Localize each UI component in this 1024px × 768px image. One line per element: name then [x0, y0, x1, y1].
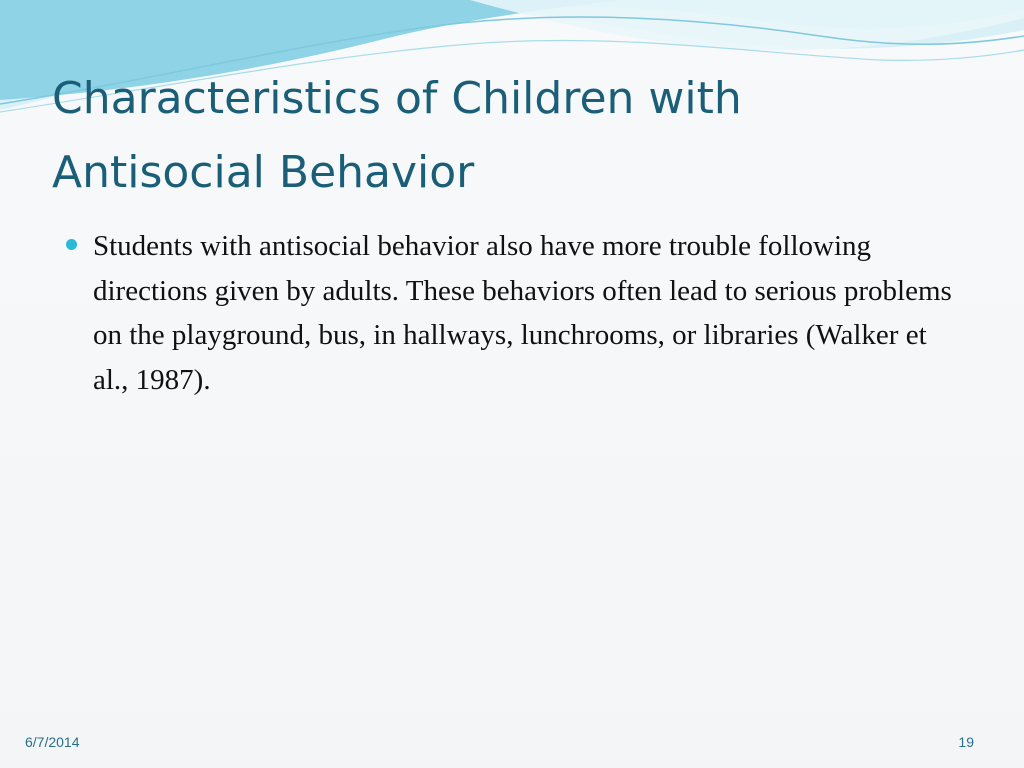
bullet-list — [62, 224, 962, 402]
slide-title: Characteristics of Children with Antisocial Behavior — [52, 73, 742, 198]
bullet-text: Students with antisocial behavior also have more trouble following directions given by adults. These behaviors often lead to serious problems on the playground, bus, in hallways, lunchrooms, or libraries (Walker et al., 1987). — [93, 230, 952, 396]
footer-date: 6/7/2014 — [25, 734, 80, 750]
bullet-item — [62, 224, 962, 402]
bullet-dot-icon — [66, 239, 77, 250]
footer-page-number: 19 — [958, 734, 974, 750]
